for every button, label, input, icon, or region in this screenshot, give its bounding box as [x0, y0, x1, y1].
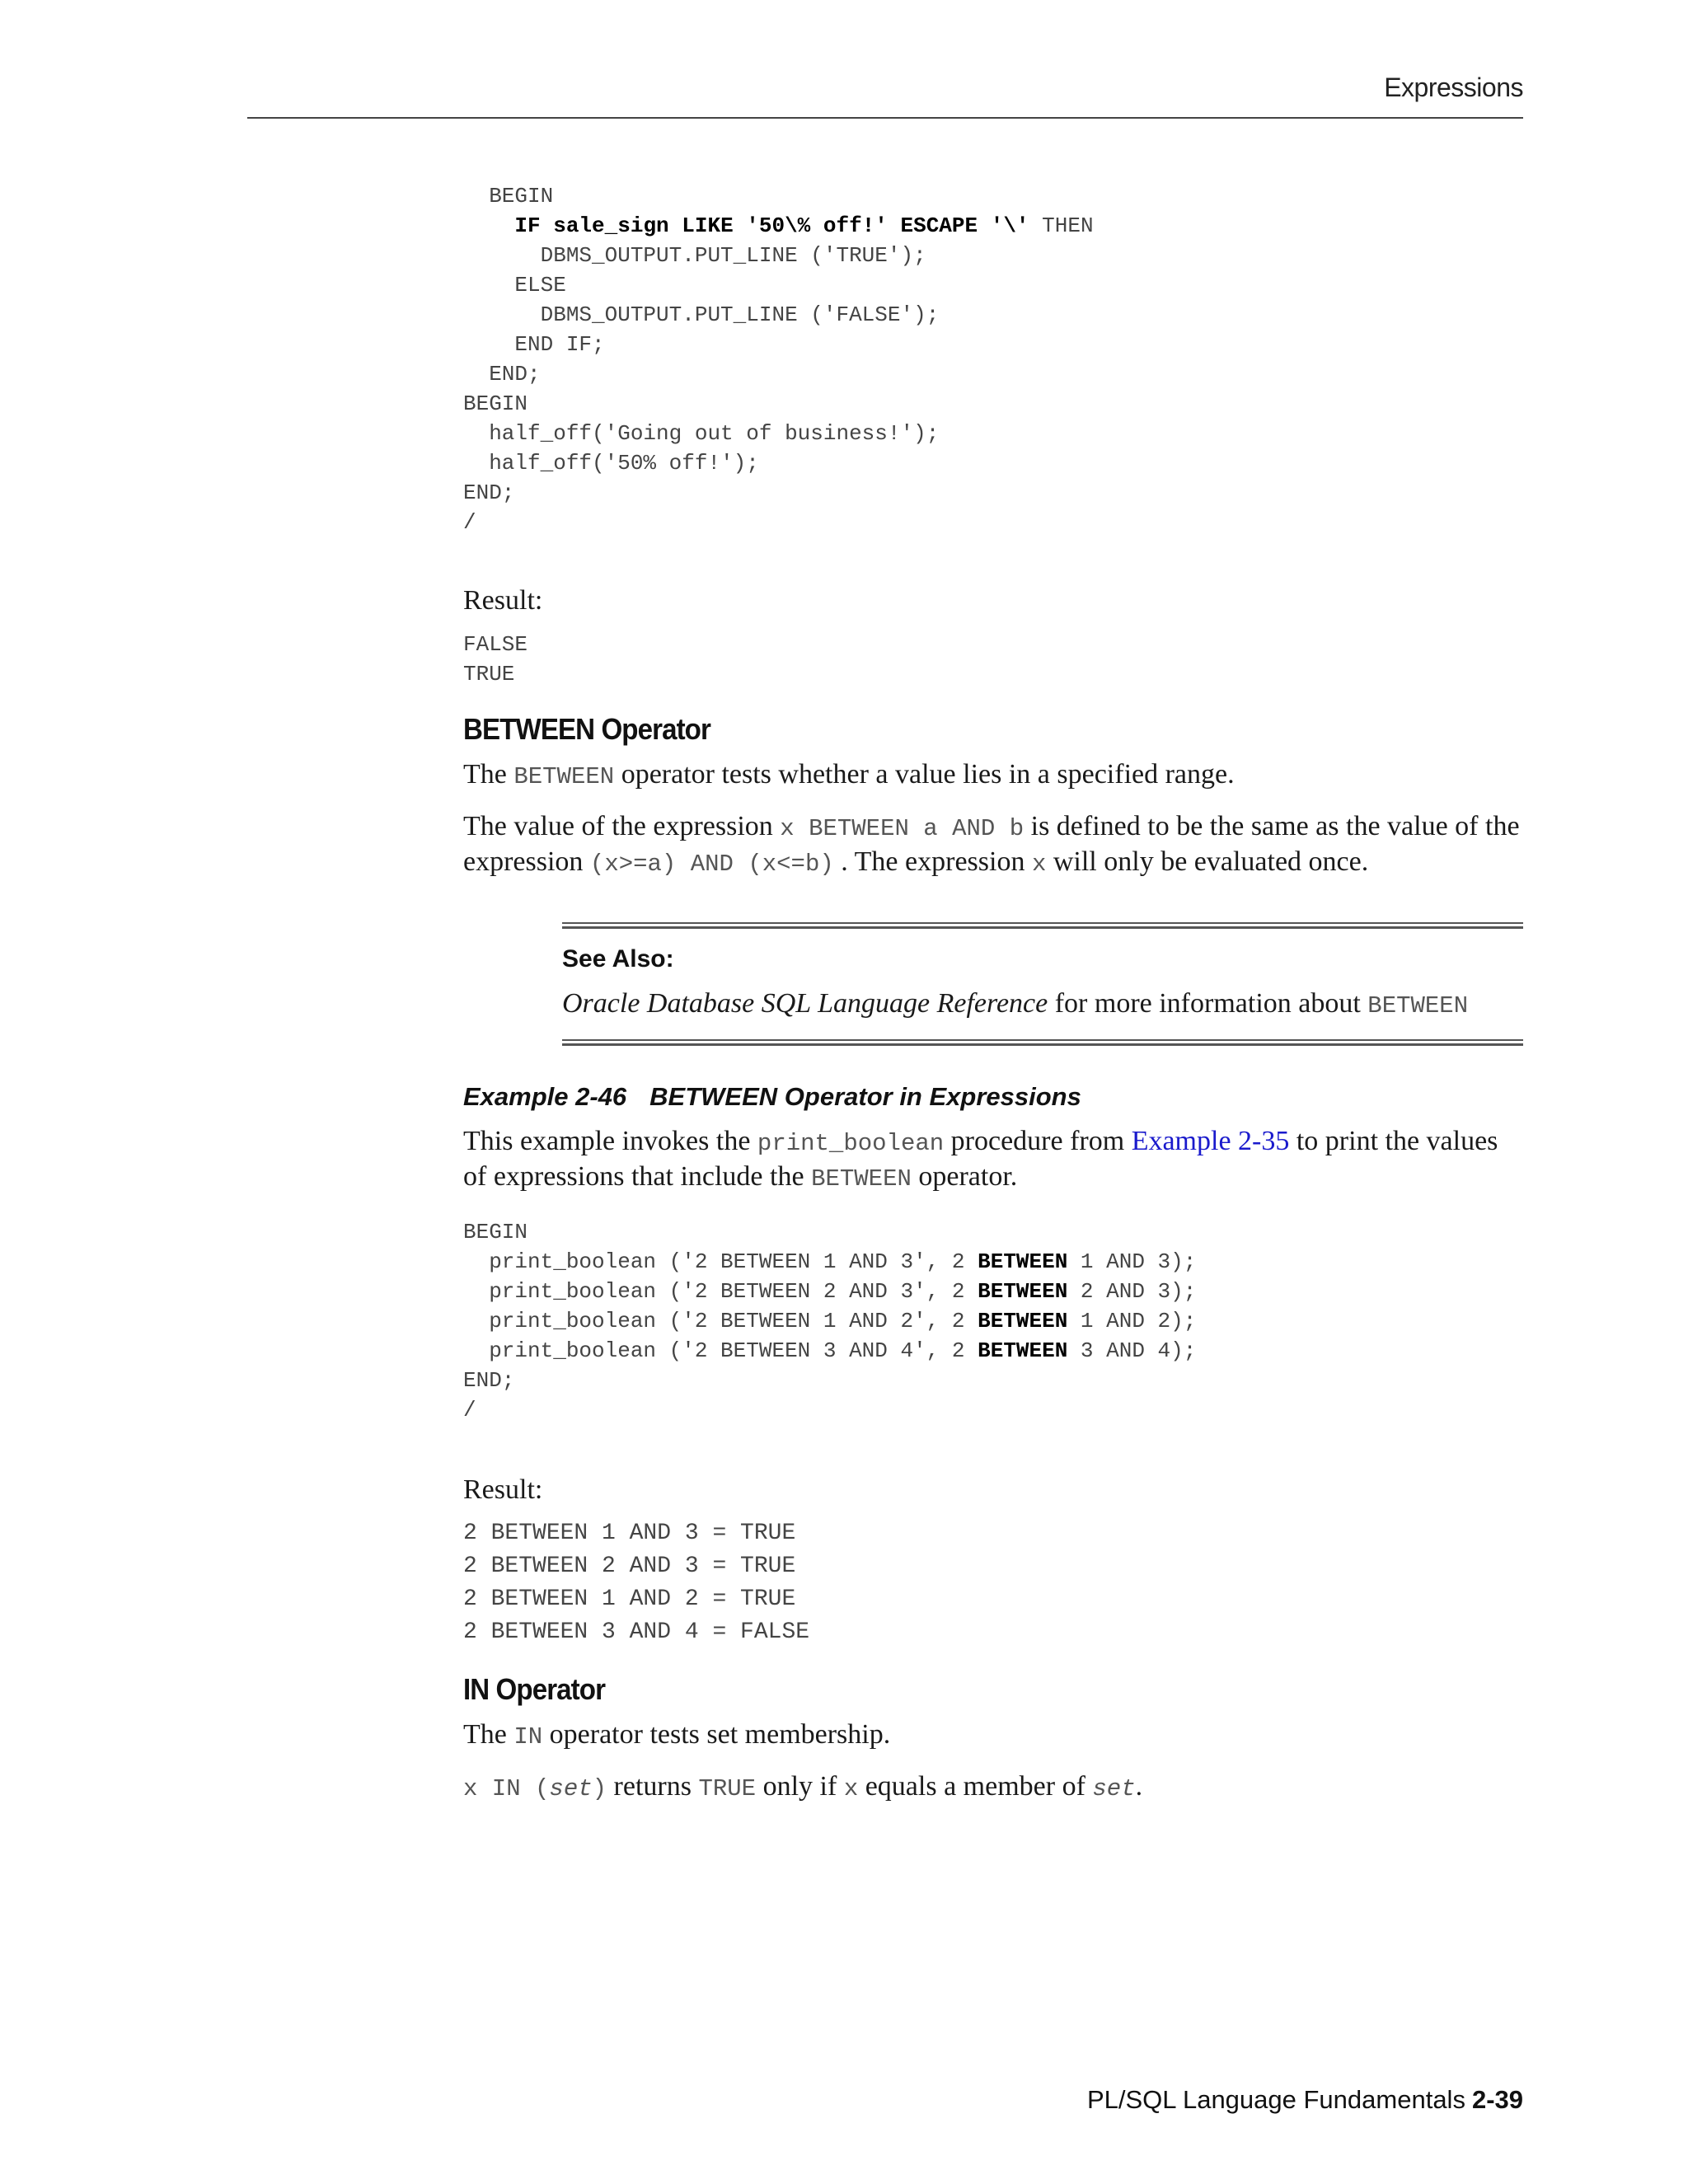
- page-footer: PL/SQL Language Fundamentals 2-39: [1086, 2085, 1523, 2114]
- header-rule: [247, 117, 1523, 119]
- example-description: This example invokes the print_boolean procedure from Example 2-35 to print the values of expressions that include the BETWEEN operator.: [463, 1126, 1498, 1193]
- page-number: 2-39: [1471, 2085, 1523, 2114]
- between-paragraph-1: The BETWEEN operator tests whether a value lies in a specified range.: [463, 759, 1235, 790]
- code-block-like-escape: BEGIN IF sale_sign LIKE '50\% off!' ESCAPE '\' THEN DBMS_OUTPUT.PUT_LINE ('TRUE'); ELSE DBMS_OUTPUT.PUT_LINE ('FALSE'); END IF; END; BEGIN half_off('Going out of business!'); half_off('50% off!'); END; /: [463, 184, 1094, 535]
- result-label: Result:: [463, 585, 543, 616]
- see-also-text: Oracle Database SQL Language Reference for more information about BETWEEN: [562, 988, 1469, 1019]
- code-block-between: BEGIN print_boolean ('2 BETWEEN 1 AND 3', 2 BETWEEN 1 AND 3); print_boolean ('2 BETWEEN 2 AND 3', 2 BETWEEN 2 AND 3); print_boolean ('2 BETWEEN 1 AND 2', 2 BETWEEN 1 AND 2); print_boolean ('2 BETWEEN 3 AND 4', 2 BETWEEN 3 AND 4); END; /: [463, 1220, 1197, 1422]
- code-emphasis: IF sale_sign LIKE '50\% off!' ESCAPE '\': [514, 213, 1029, 238]
- result-output-2: 2 BETWEEN 1 AND 3 = TRUE 2 BETWEEN 2 AND 3 = TRUE 2 BETWEEN 1 AND 2 = TRUE 2 BETWEEN 3 AND 4 = FALSE: [463, 1521, 810, 1645]
- rule-top: [562, 922, 1523, 929]
- example-caption: Example 2-46 BETWEEN Operator in Expressions: [463, 1082, 1081, 1111]
- see-also-title: See Also:: [562, 945, 674, 972]
- result-output: FALSE TRUE: [463, 632, 528, 687]
- section-heading-in: IN Operator: [463, 1672, 606, 1706]
- between-paragraph-2: The value of the expression x BETWEEN a AND b is defined to be the same as the value of the expression (x>=a) AND (x<=b) . The expression x will only be evaluated once.: [463, 811, 1520, 878]
- result-label-2: Result:: [463, 1474, 543, 1505]
- rule-bottom: [562, 1039, 1523, 1046]
- running-header: Expressions: [1384, 73, 1523, 102]
- in-paragraph-2: x IN (set) returns TRUE only if x equals a member of set.: [463, 1771, 1143, 1802]
- see-also-box: [562, 922, 1523, 1046]
- section-heading-between: BETWEEN Operator: [463, 712, 710, 746]
- in-paragraph-1: The IN operator tests set membership.: [463, 1719, 891, 1750]
- book-title: Oracle Database SQL Language Reference: [562, 988, 1048, 1019]
- page-content: [463, 181, 1526, 1806]
- example-2-35-link[interactable]: Example 2-35: [1131, 1126, 1290, 1156]
